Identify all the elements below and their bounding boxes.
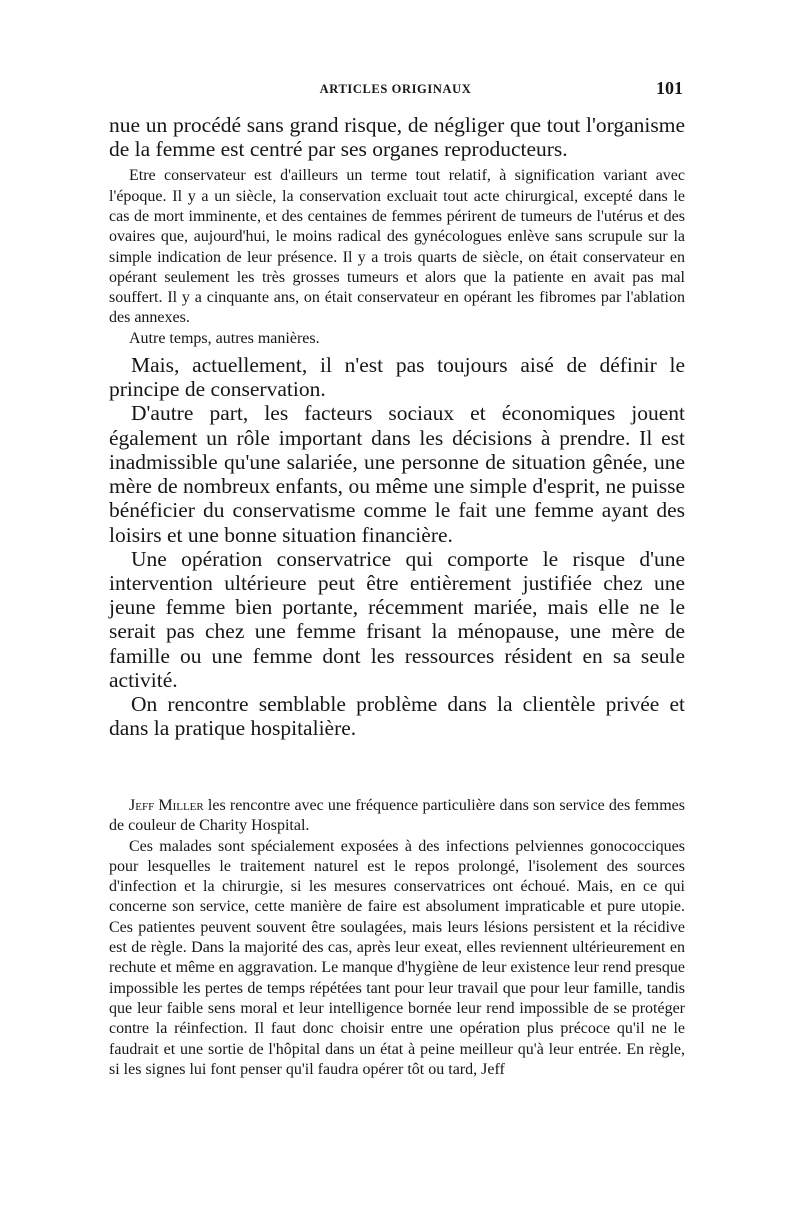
paragraph-6: Une opération conservatrice qui comporte le risque d'une intervention ultérieure peut être entièrement justifiée chez une jeune femme bien portante, récemment mariée, mais elle ne le serait pas chez une femme frisant la ménopause, une mère de famille ou une femme dont les ressources résident en sa seule activité. xyxy=(109,546,685,692)
paragraph-5: D'autre part, les facteurs sociaux et économiques jouent également un rôle important dans les décisions à prendre. Il est inadmissible qu'une salariée, une personne de situation gênée, une mère de nombreux enfants, ou même une simple d'esprit, ne puisse bénéficier du conservatisme comme le fait une femme ayant des loisirs et une bonne situation financière. xyxy=(109,401,685,547)
running-head: ARTICLES ORIGINAUX xyxy=(319,82,472,96)
paragraph-4: Mais, actuellement, il n'est pas toujours aisé de définir le principe de conservation. xyxy=(109,353,685,402)
paragraph-3: Autre temps, autres manières. xyxy=(129,329,320,347)
paragraph-9: Ces malades sont spécialement exposées à des infections pelviennes gonococciques pour lesquelles le traitement naturel est le repos prolongé, l'isolement des sources d'infection et la chirurgie, si les mesures conservatrices ont échoué. Mais, en ce qui concerne son service, cette manière de faire est absolument impraticable et pure utopie. Ces patientes peuvent souvent être soulagées, mais leurs lésions persistent et la récidive est de règle. Dans la majorité des cas, après leur exeat, elles reviennent ultérieurement en rechute et même en aggravation. Le manque d'hygiène de leur existence leur rend presque impossible les pertes de temps répétées tant pour leur travail que pour leur famille, tandis que leur faible sens moral et leur intelligence bornée leur rend impossible de se protéger contre la réinfection. Il faut donc choisir entre une opération plus précoce qu'il ne le faudrait et une sortie de l'hôpital dans un état à peine meilleur qu'à leur entrée. En règle, si les signes lui font penser qu'il faudra opérer tôt ou tard, Jeff xyxy=(109,837,685,1078)
paragraph-8-text: les rencontre avec une fréquence particulière dans son service des femmes de couleur de Charity Hospital. xyxy=(109,797,685,835)
page-header xyxy=(108,78,683,104)
author-name: Jeff Miller xyxy=(129,797,204,814)
paragraph-8 xyxy=(109,796,685,837)
paragraph-7: On rencontre semblable problème dans la clientèle privée et dans la pratique hospitalière. xyxy=(109,691,685,741)
article-body-upper xyxy=(109,113,685,740)
article-body-lower xyxy=(109,796,685,1080)
paragraph-1: nue un procédé sans grand risque, de négliger que tout l'organisme de la femme est centré par ses organes reproducteurs. xyxy=(109,113,685,162)
paragraph-2: Etre conservateur est d'ailleurs un terme tout relatif, à signification variant avec l'époque. Il y a un siècle, la conservation excluait tout acte chirurgical, excepté dans le cas de mort imminente, et des centaines de femmes périrent de tumeurs de l'utérus et des ovaires que, aujourd'hui, le moins radical des gynécologues enlève sans scrupule sur la simple indication de leur présence. Il y a trois quarts de siècle, on était conservateur en opérant seulement les très grosses tumeurs et alors que la patiente en avait pas mal souffert. Il y a cinquante ans, on était conservateur en opérant les fibromes par l'ablation des annexes. xyxy=(109,167,685,327)
page-number: 101 xyxy=(656,78,683,98)
